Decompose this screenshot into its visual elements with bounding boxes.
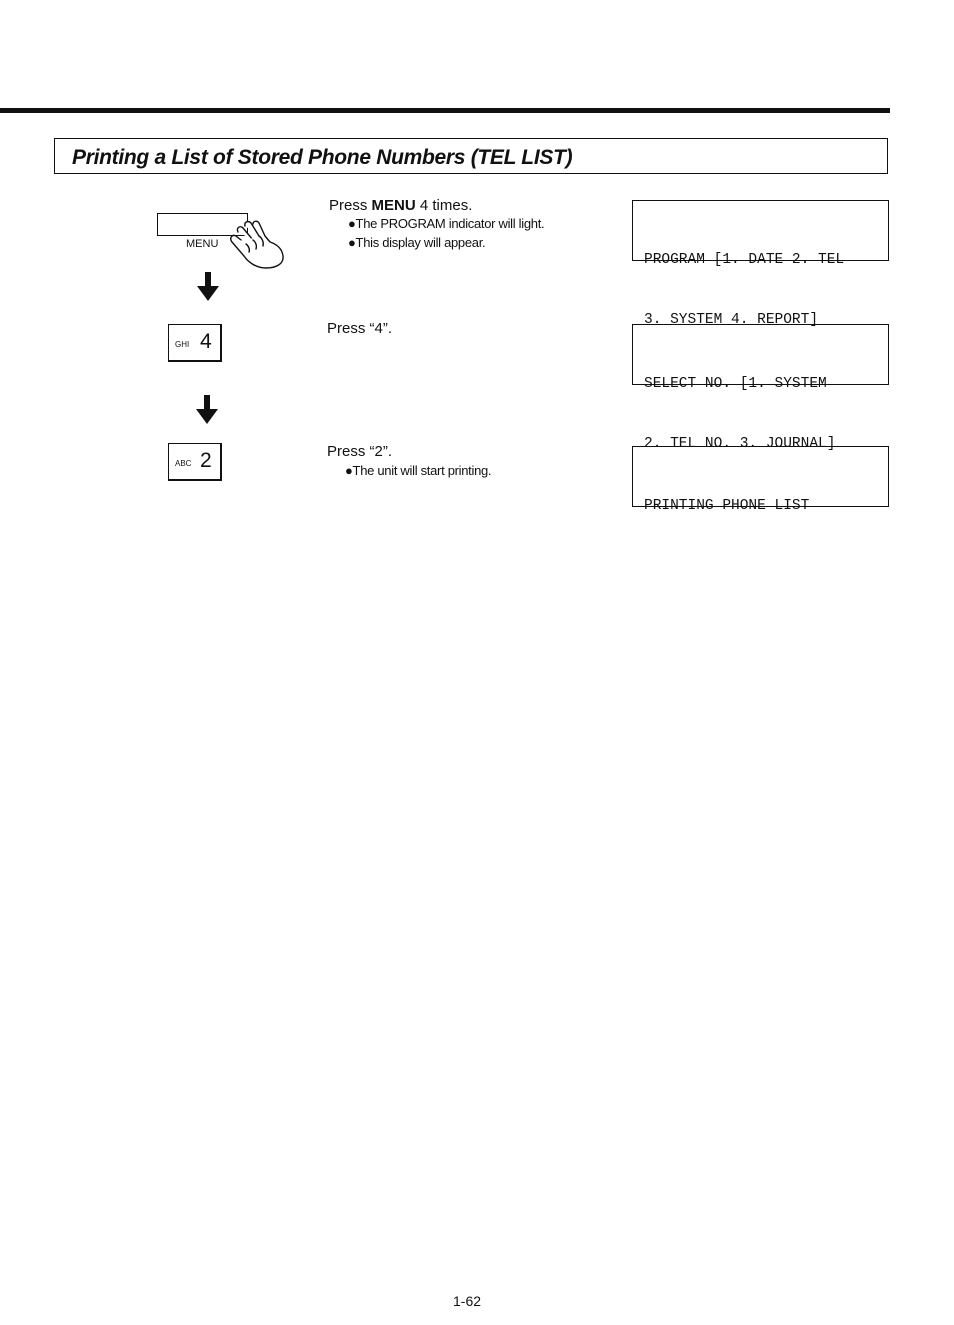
down-arrow-icon-2 <box>196 395 218 425</box>
page-title: Printing a List of Stored Phone Numbers (TEL LIST) <box>72 146 573 169</box>
step-1-note-1: ●The PROGRAM indicator will light. <box>348 216 545 231</box>
display-program-line-2: 3. SYSTEM 4. REPORT] <box>644 312 819 328</box>
top-rule <box>0 108 890 113</box>
display-program <box>632 200 889 328</box>
step-1-key-name: MENU <box>371 197 416 214</box>
section-title-box <box>54 138 888 174</box>
step-3-note-1: ●The unit will start printing. <box>345 463 492 478</box>
step-1-note-2: ●This display will appear. <box>348 235 486 250</box>
display-printing <box>632 446 889 514</box>
step-1-instruction <box>329 197 472 214</box>
step-1-prefix: Press <box>329 197 372 214</box>
pressing-hand-icon <box>226 220 290 276</box>
key-2-letters: ABC <box>175 459 192 468</box>
key-4-digit: 4 <box>200 330 212 353</box>
display-select-line-2: 2. TEL NO. 3. JOURNAL] <box>644 436 836 452</box>
down-arrow-icon-1 <box>197 272 219 302</box>
page-number: 1-62 <box>453 1293 482 1309</box>
key-2 <box>168 443 222 481</box>
step-3-instruction: Press “2”. <box>327 443 393 460</box>
display-program-line-1: PROGRAM [1. DATE 2. TEL <box>644 252 845 268</box>
key-4-letters: GHI <box>175 340 190 349</box>
key-2-digit: 2 <box>200 449 212 472</box>
key-4 <box>168 324 222 362</box>
menu-key-label: MENU <box>186 238 219 250</box>
display-select <box>632 324 889 452</box>
step-2-instruction: Press “4”. <box>327 320 393 337</box>
display-select-line-1: SELECT NO. [1. SYSTEM <box>644 376 827 392</box>
display-printing-line-1: PRINTING PHONE LIST <box>644 498 810 514</box>
display-printing-line-2 <box>644 556 888 576</box>
step-1-suffix: 4 times. <box>415 197 473 214</box>
